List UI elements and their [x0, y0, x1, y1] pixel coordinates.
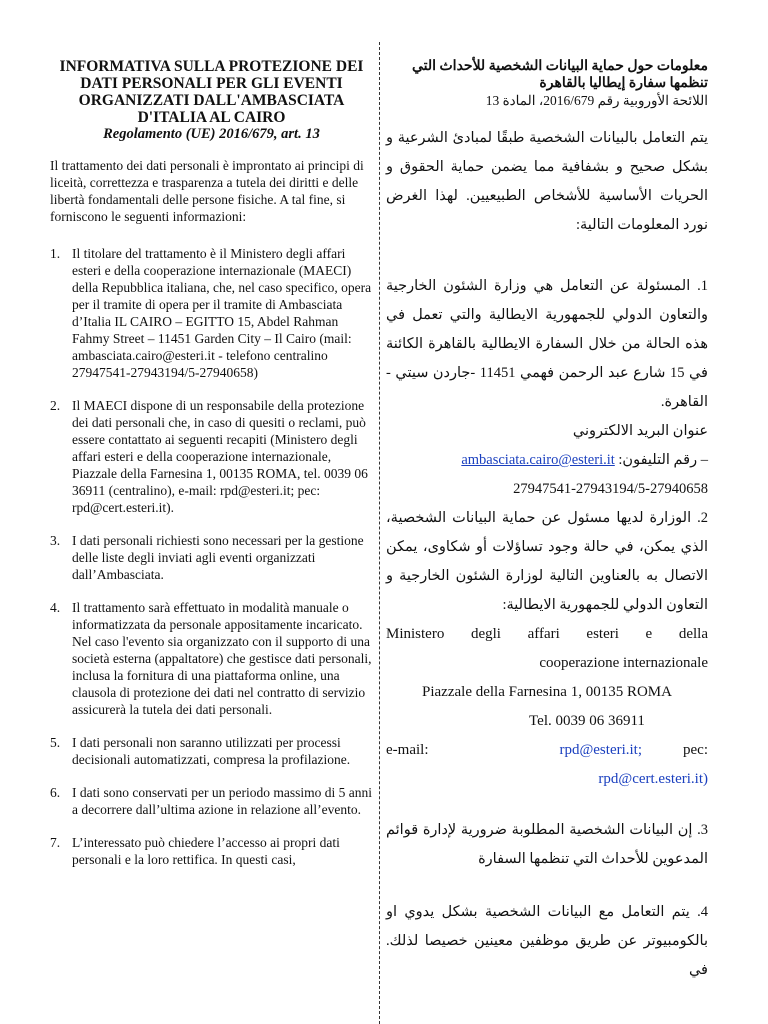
item-text: L’interessato può chiedere l’accesso ai propri dati personali e la loro rettifica. In questi casi,	[72, 835, 340, 867]
ministry-line-2: cooperazione internazionale	[539, 655, 708, 671]
pec-label: pec:	[683, 742, 708, 758]
italian-column	[50, 58, 373, 884]
column-divider	[379, 42, 380, 1024]
italian-item-3	[50, 532, 373, 583]
spacer	[386, 250, 708, 272]
italian-item-2	[50, 397, 373, 516]
ministry-contact-block	[386, 620, 708, 794]
arabic-item-2: 2. الوزارة لديها مسئول عن حماية البيانات الشخصية، الذي يمكن، في حالة وجود تساؤلات أو شكاوى، يمكن الاتصال به بالعناوين التالية لوزارة الشئون الخارجية و التعاون الدولي للجمهورية الايطالية:	[386, 510, 708, 613]
dpo-email[interactable]: rpd@esteri.it;	[559, 742, 643, 758]
item-text: I dati personali non saranno utilizzati per processi decisionali automatizzati, compresa la profilazione.	[72, 735, 351, 767]
arabic-title: معلومات حول حماية البيانات الشخصية للأحداث التي تنظمها سفارة إيطاليا بالقاهرة	[411, 59, 708, 91]
ministry-address: Piazzale della Farnesina 1, 00135 ROMA	[422, 684, 672, 700]
italian-title: INFORMATIVA SULLA PROTEZIONE DEI DATI PERSONALI PER GLI EVENTI ORGANIZZATI DALL'AMBASCIATA D'ITALIA AL CAIRO	[59, 58, 364, 126]
italian-subtitle: Regolamento (UE) 2016/679, art. 13	[103, 126, 320, 142]
email-label: e-mail:	[386, 742, 429, 758]
arabic-email-label: عنوان البريد الالكتروني	[572, 423, 708, 439]
ministry-tel: Tel. 0039 06 36911	[529, 713, 645, 729]
italian-item-list	[50, 245, 373, 868]
item-text: Il trattamento sarà effettuato in modalità manuale o informatizzata da personale appositamente incaricato. Nel caso l'evento sia organizzato con il supporto di una società esterna (appaltatore) che gestisce dati personali, inclusa la fornitura di una piattaforma online, una clausola di protezione dei dati nel contratto di servizio assicurerà la tutela dei dati personali.	[72, 600, 372, 717]
ministry-line-1: Ministero degli affari esteri e della	[386, 626, 708, 642]
item-text: Il titolare del trattamento è il Ministero degli affari esteri e della cooperazione internazionale (MAECI) della Repubblica italiana, che, nel caso specifico, opera per il tramite di opera per il tramite di Ambasciata d’Italia IL CAIRO – EGITTO 15, Abdel Rahman Fahmy Street – 11451 Garden City – Il Cairo (mail: ambasciata.cairo@esteri.it - telefono centralino 27947541-27943194/5-27940658)	[72, 246, 372, 380]
item-number: 7.	[50, 835, 61, 850]
italian-item-1	[50, 245, 373, 381]
arabic-intro: يتم التعامل بالبيانات الشخصية طبقًا لمبادئ الشرعية و بشكل صحيح و بشفافية مما يضمن حماية الحقوق و الحريات الأساسية للأشخاص الطبيعيين. لهذا الغرض نورد المعلومات التالية:	[386, 130, 708, 233]
arabic-item-1: 1. المسئولة عن التعامل هي وزارة الشئون الخارجية والتعاون الدولي للجمهورية الايطالية والتي تعمل في هذه الحالة من خلال السفارة الايطالية بالقاهرة الكائنة في 15 شارع عبد الرحمن فهمي 11451 -جاردن سيتي - القاهرة.	[386, 278, 708, 410]
item-text: I dati personali richiesti sono necessari per la gestione delle liste degli inviati agli eventi organizzati dall’Ambasciata.	[72, 533, 364, 582]
item-number: 1.	[50, 246, 61, 261]
dpo-pec[interactable]: rpd@cert.esteri.it)	[598, 771, 708, 787]
spacer	[386, 794, 708, 816]
italian-item-7	[50, 834, 373, 868]
item-number: 6.	[50, 785, 61, 800]
arabic-phone-label: – رقم التليفون:	[618, 452, 708, 468]
item-number: 4.	[50, 600, 61, 615]
italian-intro: Il trattamento dei dati personali è improntato ai principi di liceità, correttezza e trasparenza a tutela dei diritti e delle libertà fondamentali delle persone fisiche. A tal fine, si forniscono le seguenti informazioni:	[50, 158, 364, 224]
arabic-regulation: اللائحة الأوروبية رقم 2016/679، المادة 13	[485, 93, 708, 108]
arabic-phones: 27947541-27943194/5-27940658	[513, 481, 708, 497]
arabic-item-4: 4. يتم التعامل مع البيانات الشخصية بشكل يدوي او بالكومبيوتر عن طريق موظفين معينين خصيصا لذلك. في	[386, 904, 708, 978]
ministry-email-row	[386, 736, 708, 765]
arabic-contact-line	[386, 446, 708, 475]
item-text: Il MAECI dispone di un responsabile della protezione dei dati personali che, in caso di quesiti o reclami, può essere contattato ai seguenti recapiti (Ministero degli affari esteri e della cooperazione internazionale, Piazzale della Farnesina 1, 00135 ROMA, tel. 0039 06 36911 (centralino), e-mail: rpd@esteri.it; pec: rpd@cert.esteri.it).	[72, 398, 368, 515]
item-number: 2.	[50, 398, 61, 413]
item-text: I dati sono conservati per un periodo massimo di 5 anni a decorrere dall’ultima azione in relazione all’evento.	[72, 785, 372, 817]
item-number: 5.	[50, 735, 61, 750]
italian-item-4	[50, 599, 373, 718]
italian-item-6	[50, 784, 373, 818]
arabic-item-3: 3. إن البيانات الشخصية المطلوبة ضرورية لإدارة قوائم المدعوين للأحداث التي تنظمها السفارة	[386, 822, 708, 867]
arabic-column	[386, 58, 708, 995]
embassy-email-link[interactable]: ambasciata.cairo@esteri.it	[461, 452, 615, 468]
item-number: 3.	[50, 533, 61, 548]
italian-item-5	[50, 734, 373, 768]
